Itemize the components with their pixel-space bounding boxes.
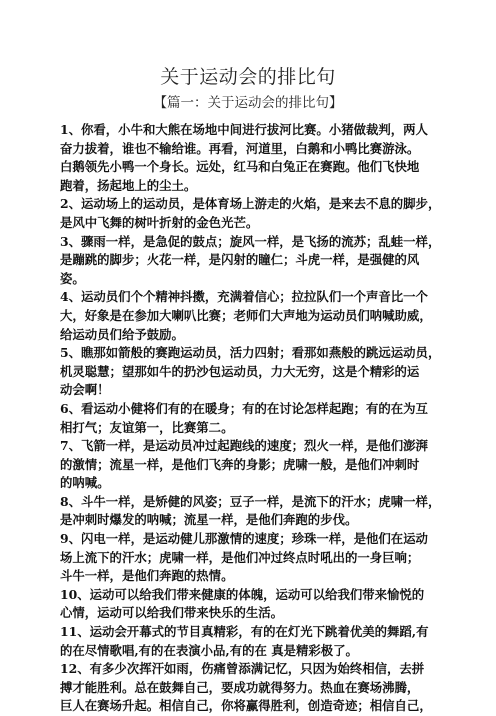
section-heading: 【篇一：关于运动会的排比句】 xyxy=(153,95,343,111)
text-line: 的在尽情歌唱,有的在表演小品,有的在 真是精彩极了。 xyxy=(60,642,358,658)
text-line: 5、瞧那如箭般的赛跑运动员，活力四射；看那如燕般的跳远运动员， xyxy=(60,345,441,361)
text-line: 7、飞箭一样，是运动员冲过起跑线的速度；烈火一样，是他们澎湃 xyxy=(60,438,428,454)
text-line: 1、你看，小牛和大熊在场地中间进行拔河比赛。小猪做裁判，两人 xyxy=(60,122,428,137)
page-title: 关于运动会的排比句 xyxy=(160,66,336,88)
text-line: 巨人在赛场升起。相信自己，你将赢得胜利，创造奇迹；相信自己， xyxy=(60,698,432,714)
text-line: 2、运动场上的运动员，是体育场上游走的火焰，是来去不息的脚步， xyxy=(60,196,441,212)
text-line: 场上流下的汗水；虎啸一样，是他们冲过终点时吼出的一身巨响； xyxy=(60,549,420,565)
text-line: 奋力拔着，谁也不输给谁。再看，河道里，白鹅和小鸭比赛游泳。 xyxy=(60,140,420,156)
text-line: 相打气；友谊第一，比赛第二。 xyxy=(60,419,234,435)
text-line: 6、看运动小健将们有的在暖身；有的在讨论怎样起跑；有的在为互 xyxy=(60,400,428,416)
text-line: 9、闪电一样，是运动健儿那激情的速度；珍珠一样，是他们在运动 xyxy=(60,531,428,547)
body-text xyxy=(60,121,450,716)
text-line: 跑着，扬起地上的尘土。 xyxy=(60,177,197,193)
text-line: 10、运动可以给我们带来健康的体魄，运动可以给我们带来愉悦的 xyxy=(60,586,425,602)
text-line: 是蹦跳的脚步；火花一样，是闪射的瞳仁；斗虎一样，是强健的风 xyxy=(60,252,420,268)
text-line: 是风中飞舞的树叶折射的金色光芒。 xyxy=(60,214,259,230)
text-line: 姿。 xyxy=(60,270,85,286)
text-line: 8、斗牛一样，是矫健的风姿；豆子一样，是流下的汗水；虎啸一样， xyxy=(60,493,441,509)
text-line: 搏才能胜利。总在鼓舞自己，要成功就得努力。热血在赛场沸腾， xyxy=(60,679,420,695)
text-line: 白鹅领先小鸭一个身长。远处，红马和白兔正在赛跑。他们飞快地 xyxy=(60,159,420,175)
text-line: 斗牛一样，是他们奔跑的热情。 xyxy=(60,568,234,584)
text-line: 动会啊！ xyxy=(60,382,110,398)
text-line: 机灵聪慧；望那如牛的扔沙包运动员，力大无穷，这是个精彩的运 xyxy=(60,363,420,379)
text-line: 大，好象是在参加大喇叭比赛；老师们大声地为运动员们呐喊助威， xyxy=(60,307,432,323)
text-line: 心情，运动可以给我们带来快乐的生活。 xyxy=(60,605,284,621)
text-line: 4、运动员们个个精神抖擞，充满着信心；拉拉队们一个声音比一个 xyxy=(60,289,428,305)
text-line: 12、有多少次挥汗如雨，伤痛曾添满记忆，只因为始终相信，去拼 xyxy=(60,661,425,677)
text-line: 是冲刺时爆发的呐喊；流星一样，是他们奔跑的步伐。 xyxy=(60,512,358,528)
text-line: 11、运动会开幕式的节目真精彩，有的在灯光下跳着优美的舞蹈,有 xyxy=(60,624,429,640)
text-line: 3、骤雨一样，是急促的鼓点；旋风一样，是飞扬的流苏；乱蛙一样， xyxy=(60,233,441,249)
text-line: 给运动员们给予鼓励。 xyxy=(60,326,184,342)
text-line: 的激情；流星一样，是他们飞奔的身影；虎啸一般，是他们冲刺时 xyxy=(60,456,420,472)
text-line: 的呐喊。 xyxy=(60,475,110,491)
